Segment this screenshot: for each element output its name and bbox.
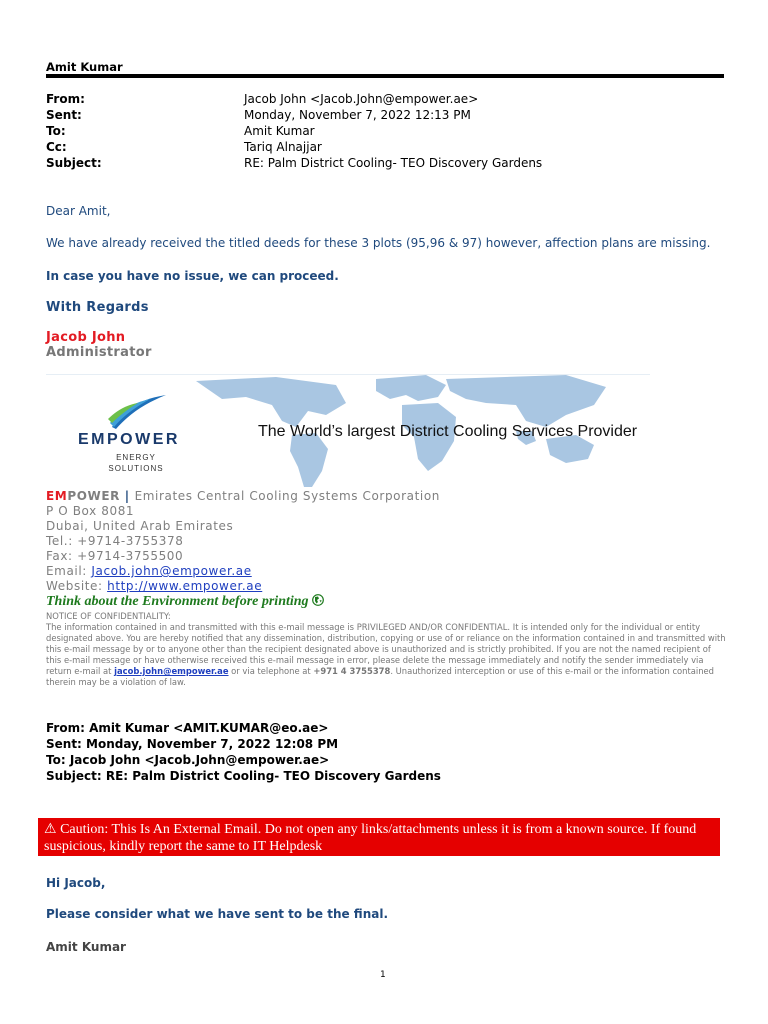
eco-note [46, 594, 324, 610]
sent-label: Sent: [46, 108, 82, 122]
confidentiality-notice [46, 611, 726, 688]
cc-label: Cc: [46, 140, 67, 154]
caution-message: Caution: This Is An External Email. Do not open any links/attachments unless it is from a known source. If found suspicious, kindly report the same to IT Helpdesk [44, 822, 697, 854]
notice-phone: +971 4 3755378 [313, 666, 391, 676]
to-value: Amit Kumar [244, 124, 315, 138]
signature-name: Jacob John [46, 330, 126, 345]
company-name: Emirates Central Cooling Systems Corporation [134, 489, 440, 503]
page-owner-name: Amit Kumar [46, 60, 123, 74]
from-label: From: [46, 92, 85, 106]
prev-subject: Subject: RE: Palm District Cooling- TEO Discovery Gardens [46, 769, 441, 783]
city: Dubai, United Arab Emirates [46, 519, 234, 533]
body-paragraph-1: We have already received the titled deeds for these 3 plots (95,96 & 97) however, affection plans are missing. [46, 236, 711, 250]
subject-label: Subject: [46, 156, 102, 170]
prev-signature: Amit Kumar [46, 940, 126, 954]
brand-em: EM [46, 489, 68, 503]
website-line [46, 579, 262, 593]
sent-value: Monday, November 7, 2022 12:13 PM [244, 108, 471, 122]
email-label: Email: [46, 564, 87, 578]
prev-sent: Sent: Monday, November 7, 2022 12:08 PM [46, 737, 339, 751]
notice-text-1: The information contained in and transmitted with this e-mail message is PRIVILEGED AND/OR CONFIDENTIAL. It is intended only for the individual or entity designated above. You are hereby notified that any dissemination, distribution, copying or use of or reliance on the information contained in and transmitted with this e-mail message by or to anyone other than the recipient designated above is unauthorized and is strictly prohibited. If you are not the named recipient of this e-mail message or have otherwise received this e-mail message in error, please delete the message immediately and notify the sender immediately via return e-mail at [46, 622, 726, 676]
website-link[interactable]: http://www.empower.ae [107, 579, 263, 593]
from-value: Jacob John <Jacob.John@empower.ae> [244, 92, 479, 106]
page-number: 1 [380, 970, 386, 980]
signature-title: Administrator [46, 345, 152, 360]
notice-email-link[interactable]: jacob.john@empower.ae [114, 666, 229, 676]
email-link[interactable]: Jacob.john@empower.ae [91, 564, 252, 578]
prev-greeting: Hi Jacob, [46, 876, 106, 890]
empower-swoosh-icon [106, 393, 170, 429]
company-banner [46, 374, 650, 489]
empower-logo-sub-energy: ENERGY [116, 453, 156, 462]
greeting: Dear Amit, [46, 204, 111, 218]
subject-value: RE: Palm District Cooling- TEO Discovery Gardens [244, 156, 543, 170]
body-paragraph-2: In case you have no issue, we can proceed. [46, 269, 339, 283]
brand-power: POWER [67, 489, 121, 503]
cc-value: Tariq Alnajjar [244, 140, 322, 154]
telephone: Tel.: +9714-3755378 [46, 534, 184, 548]
email-line [46, 564, 252, 578]
globe-icon [312, 594, 324, 606]
notice-text-2: or via telephone at [228, 666, 314, 676]
notice-text-3: . Unauthorized interception or use of this e-mail or the information contained therein may be a violation of law. [46, 666, 715, 687]
empower-logo-sub-solutions: SOLUTIONS [108, 464, 164, 473]
caution-text [44, 821, 720, 855]
brand-separator: | [120, 489, 135, 503]
prev-from: From: Amit Kumar <AMIT.KUMAR@eo.ae> [46, 721, 329, 735]
company-line [46, 489, 440, 503]
website-label: Website: [46, 579, 103, 593]
po-box: P O Box 8081 [46, 504, 135, 518]
notice-title: NOTICE OF CONFIDENTIALITY: [46, 611, 171, 621]
to-label: To: [46, 124, 66, 138]
fax: Fax: +9714-3755500 [46, 549, 184, 563]
closing-regards: With Regards [46, 300, 149, 315]
header-rule [46, 74, 724, 78]
external-email-caution-banner [38, 818, 720, 856]
warning-icon: ⚠ [44, 822, 57, 837]
prev-to: To: Jacob John <Jacob.John@empower.ae> [46, 753, 330, 767]
prev-body: Please consider what we have sent to be the final. [46, 907, 389, 921]
empower-logo-word: EMPOWER [78, 431, 180, 448]
eco-note-text: Think about the Environment before printing [46, 594, 309, 609]
banner-tagline: The World’s largest District Cooling Services Provider [258, 423, 638, 440]
